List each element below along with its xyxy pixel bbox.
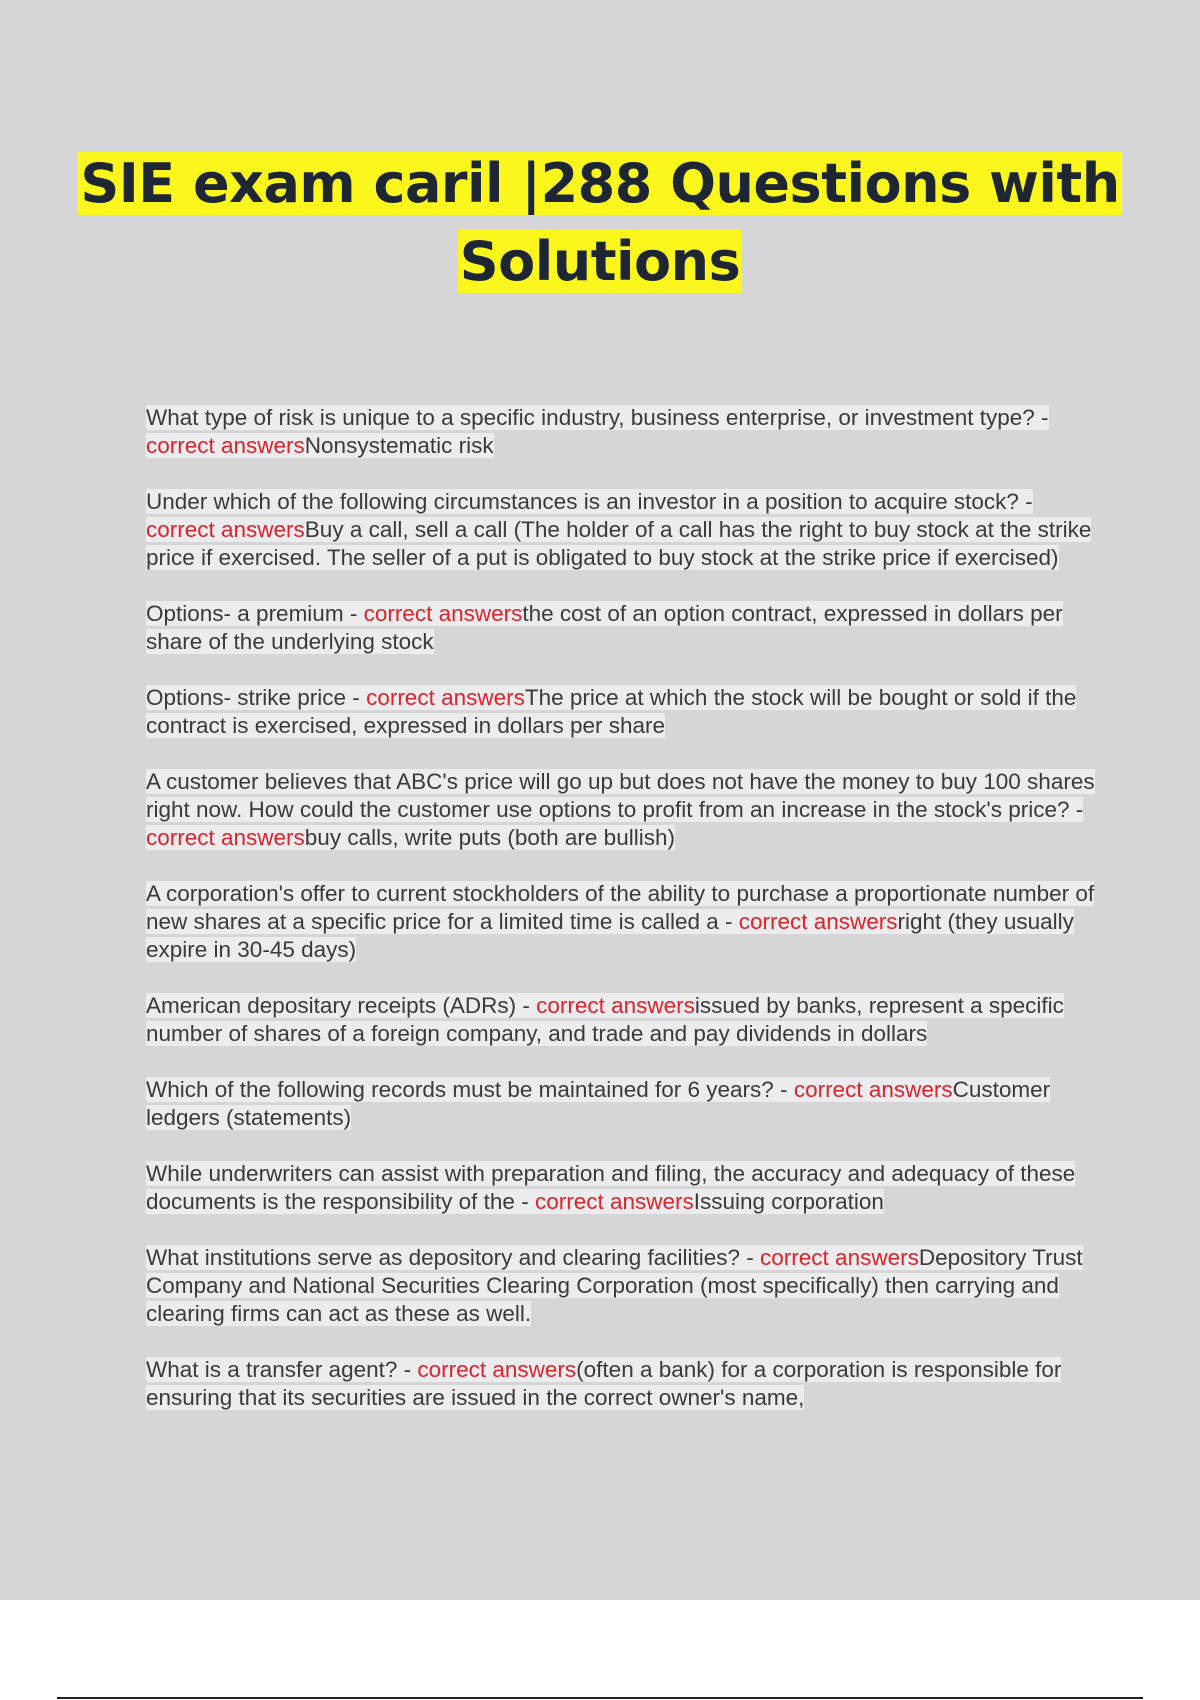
answer-text: Nonsystematic risk <box>304 433 494 458</box>
document-title <box>0 145 1200 301</box>
answer-tag: correct answers <box>417 1357 577 1382</box>
title-line-1: SIE exam caril |288 Questions with <box>80 152 1120 215</box>
footer-rule <box>57 1697 1143 1699</box>
answer-tag: correct answers <box>793 1077 953 1102</box>
question-text: Which of the following records must be maintained for 6 years? - <box>146 1077 794 1102</box>
answer-text: Customer ledgers (statements) <box>146 1077 1051 1130</box>
answer-text: (often a bank) for a corporation is responsible for ensuring that its securities are issued in the correct owner's name, <box>146 1357 1062 1410</box>
qa-item <box>146 992 1096 1048</box>
question-text: A corporation's offer to current stockholders of the ability to purchase a proportionate number of new shares at a specific price for a limited time is called a - <box>146 881 1095 934</box>
answer-text: buy calls, write puts (both are bullish) <box>304 825 675 850</box>
answer-text: The price at which the stock will be bought or sold if the contract is exercised, expressed in dollars per share <box>146 685 1077 738</box>
question-text: While underwriters can assist with preparation and filing, the accuracy and adequacy of these documents is the responsibility of the - <box>146 1161 1076 1214</box>
question-text: A customer believes that ABC's price will go up but does not have the money to buy 100 shares right now. How could the customer use options to profit from an increase in the stock's price? - <box>146 769 1095 822</box>
answer-text: Issuing corporation <box>693 1189 884 1214</box>
answer-text: right (they usually expire in 30-45 days) <box>146 909 1074 962</box>
answer-tag: correct answers <box>534 1189 694 1214</box>
answer-tag: correct answers <box>146 433 305 458</box>
qa-item <box>146 1244 1096 1328</box>
title-line-2: Solutions <box>459 230 741 293</box>
qa-item <box>146 880 1096 964</box>
title-block <box>0 145 1200 301</box>
qa-item <box>146 404 1096 460</box>
qa-item <box>146 488 1096 572</box>
qa-item <box>146 1160 1096 1216</box>
answer-tag: correct answers <box>760 1245 919 1270</box>
answer-tag: correct answers <box>366 685 525 710</box>
qa-item <box>146 600 1096 656</box>
answer-text: issued by banks, represent a specific number of shares of a foreign company, and trade and pay dividends in dollars <box>146 993 1064 1046</box>
answer-text: Buy a call, sell a call (The holder of a call has the right to buy stock at the strike price if exercised. The seller of a put is obligated to buy stock at the strike price if exercised) <box>146 517 1092 570</box>
answer-tag: correct answers <box>738 909 898 934</box>
qa-item <box>146 1076 1096 1132</box>
qa-item <box>146 684 1096 740</box>
question-text: Options- strike price - <box>146 685 367 710</box>
qa-list <box>146 404 1096 1440</box>
question-text: American depositary receipts (ADRs) - <box>146 993 537 1018</box>
question-text: Under which of the following circumstances is an investor in a position to acquire stock? - <box>146 489 1033 514</box>
qa-item <box>146 768 1096 852</box>
answer-text: Depository Trust Company and National Securities Clearing Corporation (most specifically) then carrying and clearing firms can act as these as well. <box>146 1245 1083 1326</box>
answer-tag: correct answers <box>363 601 523 626</box>
answer-tag: correct answers <box>536 993 695 1018</box>
question-text: Options- a premium - <box>146 601 364 626</box>
question-text: What institutions serve as depository and clearing facilities? - <box>146 1245 761 1270</box>
answer-text: the cost of an option contract, expressed in dollars per share of the underlying stock <box>146 601 1063 654</box>
answer-tag: correct answers <box>146 517 305 542</box>
question-text: What type of risk is unique to a specific industry, business enterprise, or investment type? - <box>146 405 1049 430</box>
answer-tag: correct answers <box>146 825 305 850</box>
question-text: What is a transfer agent? - <box>146 1357 418 1382</box>
qa-item <box>146 1356 1096 1412</box>
